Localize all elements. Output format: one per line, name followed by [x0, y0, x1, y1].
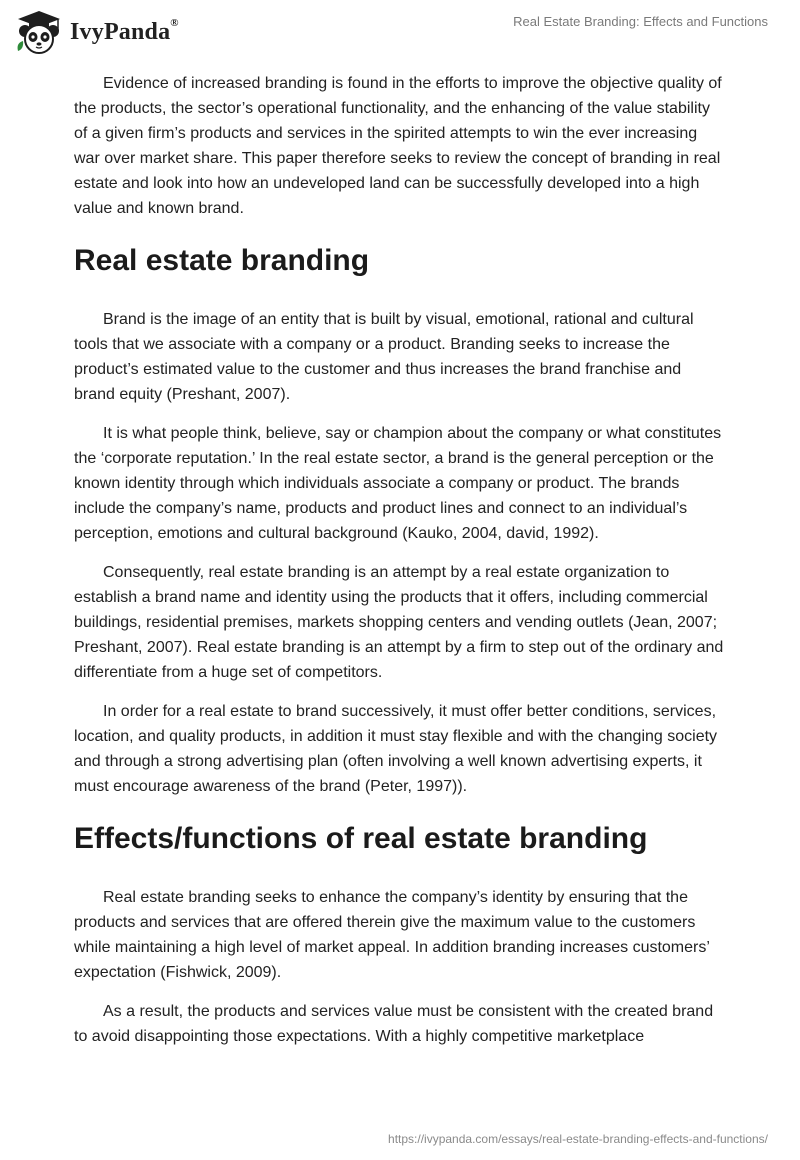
paragraph: In order for a real estate to brand successively, it must offer better conditions, services, location, and quality products, in addition it must stay flexible and with the changing society and through a strong advertising plan (often involving a well known advertising experts, it must encourage awareness of the brand (Peter, 1997)).	[74, 703, 718, 795]
ivypanda-logo[interactable]	[14, 8, 179, 56]
paragraph: Consequently, real estate branding is an attempt by a real estate organization to establish a brand name and identity using the products that it offers, including commercial buildings, residential premises, markets shopping centers and vending outlets (Jean, 2007; Preshant, 2007). Real estate branding is an attempt by a firm to step out of the ordinary and differentiate from a huge set of competitors.	[74, 564, 724, 681]
source-url[interactable]: https://ivypanda.com/essays/real-estate-branding-effects-and-functions/	[388, 1132, 768, 1146]
paragraph: Brand is the image of an entity that is built by visual, emotional, rational and cultural tools that we associate with a company or a product. Branding seeks to increase the product’s estimated value to the customer and thus increases the brand franchise and brand equity (Preshant, 2007).	[74, 311, 694, 403]
paragraph: It is what people think, believe, say or champion about the company or what constitutes the ‘corporate reputation.’ In the real estate sector, a brand is the general perception or the known identity through which individuals associate a company or product. The brands include the company’s name, products and product lines and connect to an individual’s perception, emotions and cultural background (Kauko, 2004, david, 1992).	[74, 425, 722, 542]
registered-mark: ®	[170, 16, 179, 29]
page-header	[0, 0, 800, 64]
document-title: Real Estate Branding: Effects and Functions	[513, 14, 768, 29]
section-heading-real-estate-branding: Real estate branding	[74, 244, 370, 277]
paragraph: Real estate branding seeks to enhance the company’s identity by ensuring that the products and services that are offered therein give the maximum value to the customers while maintaining a high level of market appeal. In addition branding increases customers’ expectation (Fishwick, 2009).	[74, 889, 710, 981]
section-heading-effects-functions: Effects/functions of real estate branding	[74, 822, 648, 855]
panda-graduate-icon	[14, 9, 64, 55]
logo-text: IvyPanda	[70, 18, 171, 45]
paragraph: As a result, the products and services value must be consistent with the created brand to avoid disappointing those expectations. With a highly competitive marketplace	[74, 1003, 714, 1045]
intro-paragraph: Evidence of increased branding is found in the efforts to improve the objective quality of the products, the sector’s operational functionality, and the enhancing of the value stability of a given firm’s products and services in the spirited attempts to win the ever increasing war over market share. This paper therefore seeks to review the concept of branding in real estate and look into how an undeveloped land can be successfully developed into a high value and known brand.	[74, 75, 722, 217]
essay-content	[74, 71, 726, 1063]
logo-wordmark	[70, 16, 179, 46]
